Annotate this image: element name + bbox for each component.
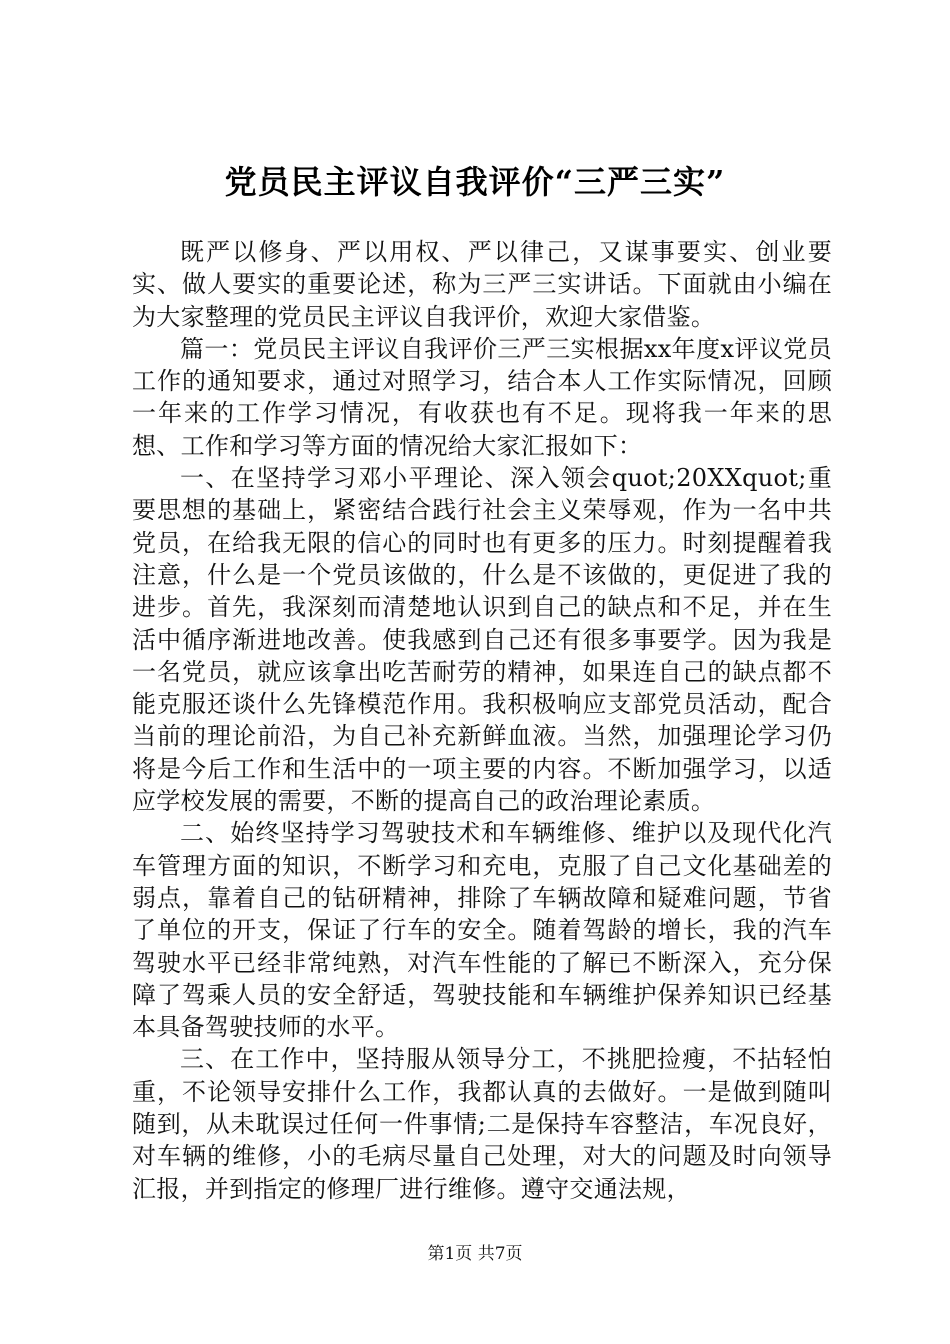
- document-title: 党员民主评议自我评价“三严三实”: [224, 163, 726, 201]
- intro-paragraph: 既严以修身、严以用权、严以律己，又谋事要实、创业要实、做人要实的重要论述，称为三严三实讲话。下面就由小编在为大家整理的党员民主评议自我评价，欢迎大家借鉴。: [132, 238, 832, 331]
- section-one-paragraph: 一、在坚持学习邓小平理论、深入领会quot;20XXquot;重要思想的基础上，紧密结合践行社会主义荣辱观，作为一名中共党员，在给我无限的信心的同时也有更多的压力。时刻提醒着我注意，什么是一个党员该做的，什么是不该做的，更促进了我的进步。首先，我深刻而清楚地认识到自己的缺点和不足，并在生活中循序渐进地改善。使我感到自己还有很多事要学。因为我是一名党员，就应该拿出吃苦耐劳的精神，如果连自己的缺点都不能克服还谈什么先锋模范作用。我积极响应支部党员活动，配合当前的理论前沿，为自己补充新鲜血液。当然，加强理论学习仍将是今后工作和生活中的一项主要的内容。不断加强学习，以适应学校发展的需要，不断的提高自己的政治理论素质。: [132, 464, 832, 816]
- document-body: [132, 236, 832, 1205]
- page-footer: 第1页 共7页: [427, 1244, 523, 1264]
- section-three-paragraph: 三、在工作中，坚持服从领导分工，不挑肥捡瘦，不拈轻怕重，不论领导安排什么工作，我都认真的去做好。一是做到随叫随到，从未耽误过任何一件事情;二是保持车容整洁，车况良好，对车辆的维修，小的毛病尽量自己处理，对大的问题及时向领导汇报，并到指定的修理厂进行维修。遵守交通法规，: [132, 1045, 832, 1203]
- part-one-paragraph: 篇一：党员民主评议自我评价三严三实根据xx年度x评议党员工作的通知要求，通过对照学习，结合本人工作实际情况，回顾一年来的工作学习情况，有收获也有不足。现将我一年来的思想、工作和学习等方面的情况给大家汇报如下：: [132, 334, 832, 460]
- section-two-paragraph: 二、始终坚持学习驾驶技术和车辆维修、维护以及现代化汽车管理方面的知识，不断学习和充电，克服了自己文化基础差的弱点，靠着自己的钻研精神，排除了车辆故障和疑难问题，节省了单位的开支，保证了行车的安全。随着驾龄的增长，我的汽车驾驶水平已经非常纯熟，对汽车性能的了解已不断深入，充分保障了驾乘人员的安全舒适，驾驶技能和车辆维护保养知识已经基本具备驾驶技师的水平。: [132, 819, 832, 1042]
